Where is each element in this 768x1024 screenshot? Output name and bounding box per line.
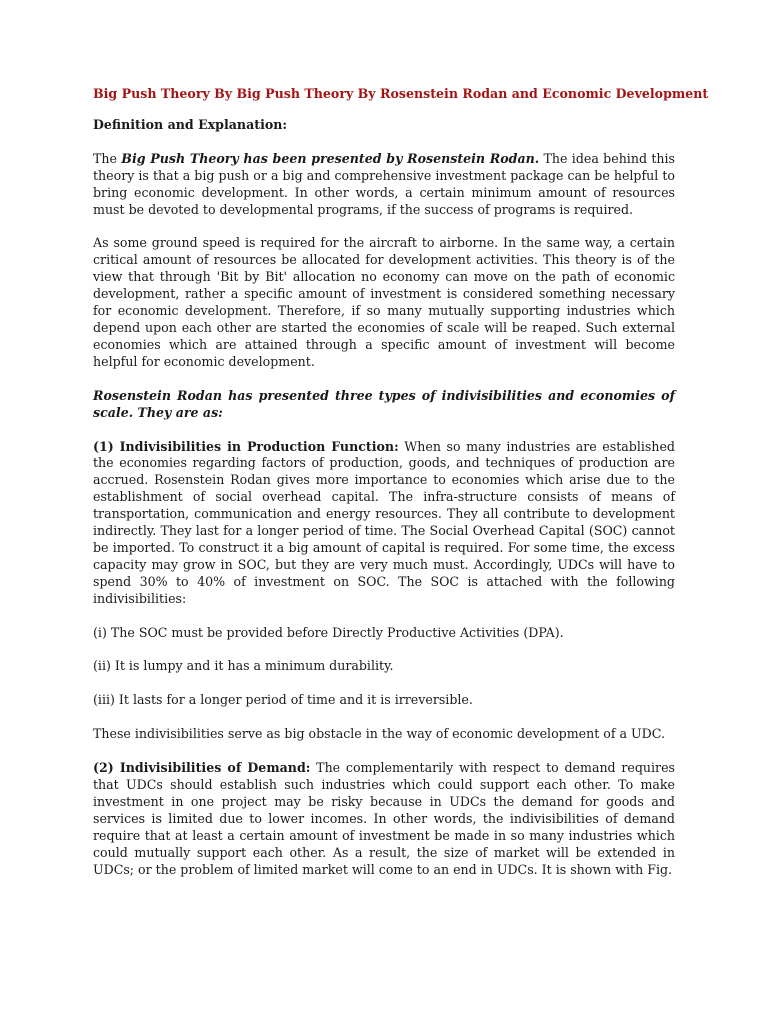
- intro-lead: The: [93, 150, 122, 166]
- document-page: [93, 86, 709, 896]
- obstacle-paragraph: These indivisibilities serve as big obstacle in the way of economic development of a UDC.: [93, 726, 665, 742]
- intro-paragraph: [93, 151, 675, 219]
- list-item: (iii) It lasts for a longer period of time and it is irreversible.: [93, 692, 473, 708]
- list-item: (ii) It is lumpy and it has a minimum durability.: [93, 658, 394, 674]
- production-function-body: When so many industries are established the economies regarding factors of production, goods, and techniques of production are accrued. Rosenstein Rodan gives more importance to economies which arise due to the establishment of social overhead capital. The infra-structure consists of means of transportation, communication and energy resources. They all contribute to development indirectly. They last for a longer period of time. The Social Overhead Capital (SOC) cannot be imported. To construct it a big amount of capital is required. For some time, the excess capacity may grow in SOC, but they are very much must. Accordingly, UDCs will have to spend 30% to 40% of investment on SOC. The SOC is attached with the following indivisibilities:: [93, 438, 675, 606]
- section-heading: Definition and Explanation:: [93, 116, 288, 132]
- document-title: Big Push Theory By Big Push Theory By Rosenstein Rodan and Economic Development: [93, 86, 709, 101]
- production-function-heading: (1) Indivisibilities in Production Function:: [93, 438, 399, 454]
- intro-emphasis: Big Push Theory has been presented by Rosenstein Rodan.: [121, 150, 540, 166]
- types-intro-paragraph: Rosenstein Rodan has presented three types of indivisibilities and economies of scale. They are as:: [93, 387, 675, 420]
- aircraft-paragraph: As some ground speed is required for the aircraft to airborne. In the same way, a certain critical amount of resources be allocated for development activities. This theory is of the view that through 'Bit by Bit' allocation no economy can move on the path of economic development, rather a specific amount of investment is considered something necessary for economic development. Therefore, if so many mutually supporting industries which depend upon each other are started the economies of scale will be reaped. Such external economies which are attained through a specific amount of investment will become helpful for economic development.: [93, 235, 675, 369]
- intro-rest: The idea behind this theory is that a big push or a big and comprehensive investment package can be helpful to bring economic development. In other words, a certain minimum amount of resources must be devoted to developmental programs, if the success of programs is required.: [93, 150, 675, 217]
- production-function-paragraph: [93, 439, 675, 608]
- demand-heading: (2) Indivisibilities of Demand:: [93, 760, 311, 776]
- demand-body: The complementarily with respect to demand requires that UDCs should establish such industries which could support each other. To make investment in one project may be risky because in UDCs the demand for goods and services is limited due to lower incomes. In other words, the indivisibilities of demand require that at least a certain amount of investment be made in so many industries which could mutually support each other. As a result, the size of market will be extended in UDCs; or the problem of limited market will come to an end in UDCs. It is shown with Fig.: [93, 760, 675, 877]
- list-item: (i) The SOC must be provided before Directly Productive Activities (DPA).: [93, 624, 564, 640]
- demand-paragraph: [93, 760, 675, 878]
